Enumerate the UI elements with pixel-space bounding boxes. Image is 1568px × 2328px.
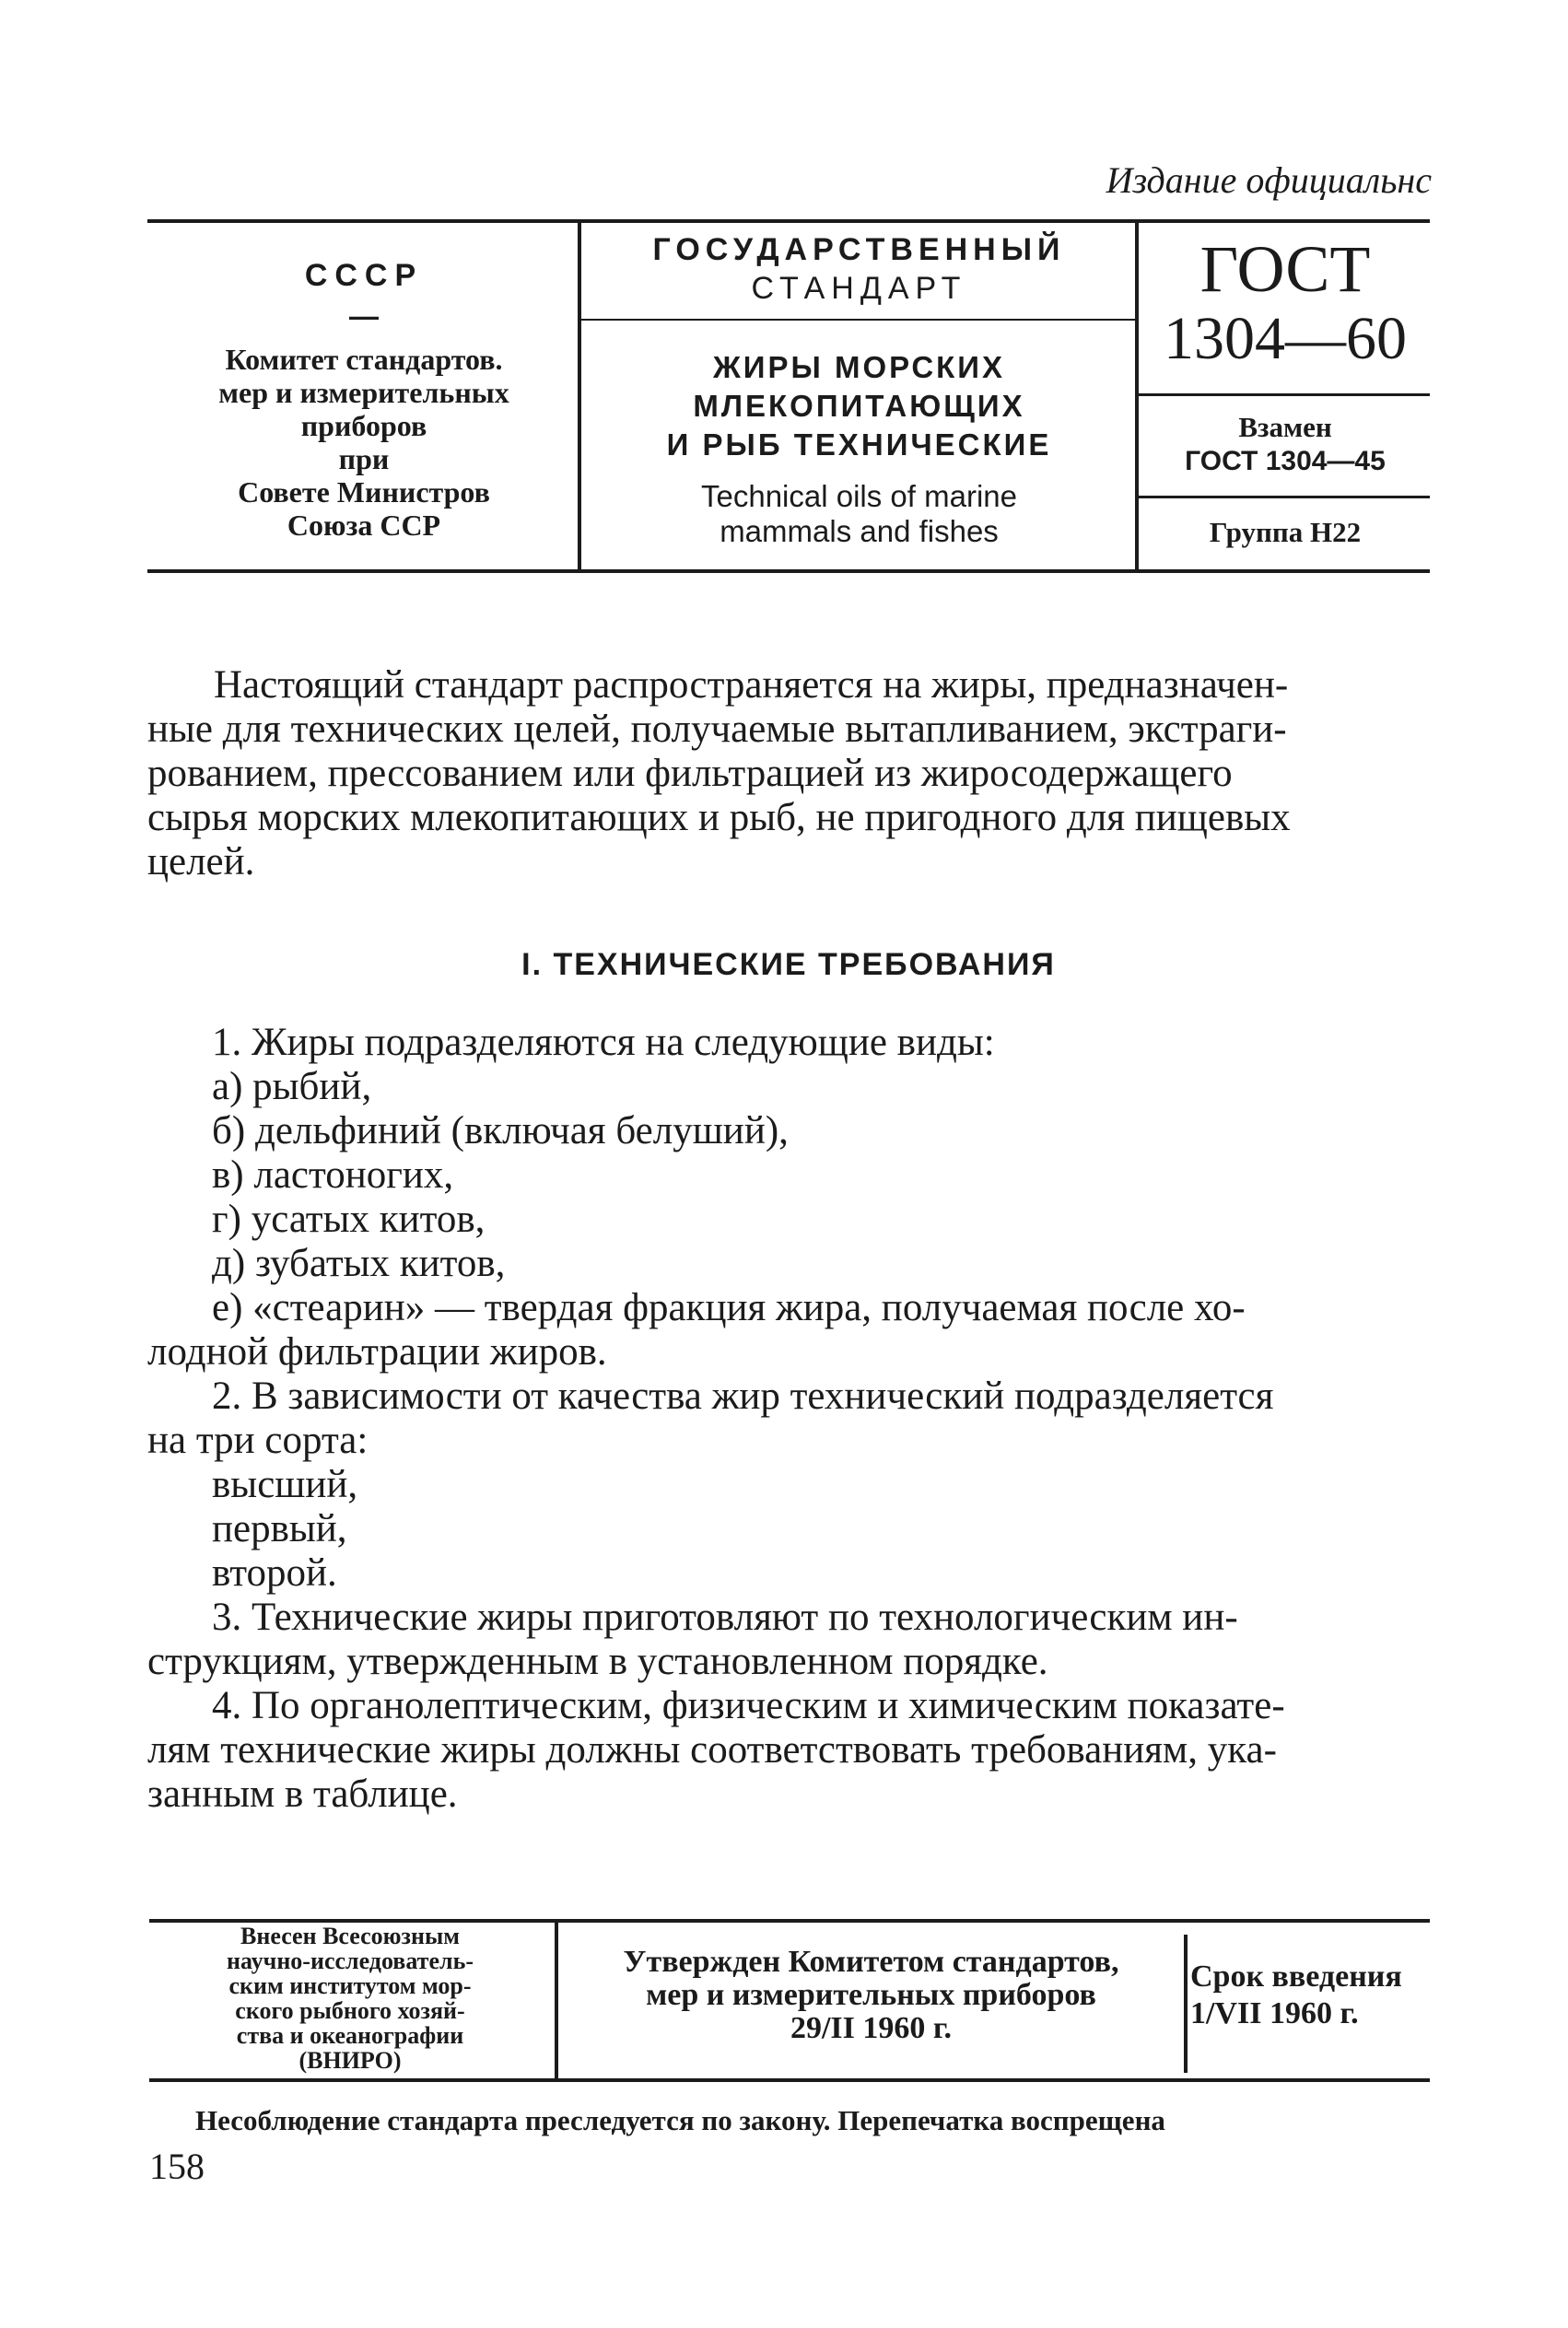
legal-notice: Несоблюдение стандарта преследуется по закону. Перепечатка воспрещена (195, 2104, 1165, 2136)
submitted-line: ского рыбного хозяй- (235, 1997, 465, 2024)
replaces-value: ГОСТ 1304—45 (1185, 446, 1386, 476)
org-dash: — (349, 299, 379, 333)
list-item: второй. (212, 1551, 337, 1595)
list-item: лям технические жиры должны соответствовать требованиям, ука- (147, 1728, 1277, 1772)
org-line: Совете Министров (238, 475, 490, 509)
list-item: г) усатых китов, (212, 1198, 486, 1241)
title-line: ЖИРЫ МОРСКИХ (712, 350, 1006, 384)
effective-line: Срок введения (1190, 1959, 1402, 1994)
approved-line: 29/II 1960 г. (790, 2011, 952, 2045)
list-item: 1. Жиры подразделяются на следующие виды: (212, 1021, 995, 1064)
intro-line: рованием, прессованием или фильтрацией из жиросодержащего (147, 752, 1233, 795)
replaces-label: Взамен (1238, 411, 1332, 443)
standard-type-line2: СТАНДАРТ (751, 271, 967, 306)
edition-note: Издание официальнс (1106, 159, 1432, 201)
intro-line: Настоящий стандарт распространяется на жиры, предназначен- (214, 663, 1289, 707)
list-item: б) дельфиний (включая белуший), (212, 1109, 789, 1152)
org-line: Союза ССР (287, 509, 441, 542)
footer-divider-2 (1184, 1935, 1188, 2073)
title-en-line: mammals and fishes (720, 514, 999, 548)
footer-bottom-rule (149, 2078, 1430, 2082)
list-item: а) рыбий, (212, 1065, 372, 1108)
list-item: первый, (212, 1507, 347, 1550)
standard-title-english (585, 479, 1133, 549)
header-mid-rule (581, 319, 1135, 321)
submitted-line: Внесен Всесоюзным (240, 1923, 460, 1949)
title-en-line: Technical oils of marine (701, 479, 1017, 513)
header-top-rule (147, 219, 1430, 223)
list-item: д) зубатых китов, (212, 1242, 506, 1285)
org-line: мер и измерительных (218, 376, 509, 409)
submitted-line: (ВНИРО) (298, 2047, 402, 2074)
org-line: приборов (300, 409, 427, 442)
org-block (147, 343, 580, 542)
group-code: Группа Н22 (1209, 516, 1362, 548)
footer-divider-1 (555, 1923, 558, 2078)
title-line: МЛЕКОПИТАЮЩИХ (693, 389, 1025, 423)
gost-rule-1 (1139, 393, 1430, 396)
list-item: 4. По органолептическим, физическим и химическим показате- (212, 1684, 1285, 1727)
approved-by (560, 1946, 1182, 2045)
approved-line: мер и измерительных приборов (646, 1978, 1096, 2012)
approved-line: Утвержден Комитетом стандартов, (623, 1945, 1119, 1979)
submitted-line: научно-исследователь- (227, 1948, 474, 1974)
effective-line: 1/VII 1960 г. (1190, 1996, 1359, 2030)
standard-title (585, 348, 1133, 464)
list-item: в) ластоногих, (212, 1153, 454, 1197)
gost-rule-2 (1139, 496, 1430, 498)
submitted-line: ским институтом мор- (228, 1972, 472, 1999)
list-item: высший, (212, 1463, 358, 1506)
org-line: при (338, 442, 390, 475)
gost-label: ГОСТ (1199, 232, 1371, 306)
intro-line: сырья морских млекопитающих и рыб, не пригодного для пищевых (147, 796, 1291, 839)
submitted-by (149, 1924, 551, 2073)
page-number: 158 (149, 2146, 205, 2187)
gost-number: 1304—60 (1164, 305, 1407, 372)
effective-date (1190, 1959, 1430, 2032)
standard-type-line1: ГОСУДАРСТВЕННЫЙ (652, 232, 1066, 267)
list-item: занным в таблице. (147, 1772, 458, 1816)
section-title: I. ТЕХНИЧЕСКИЕ ТРЕБОВАНИЯ (521, 947, 1056, 982)
header-bottom-rule (147, 569, 1430, 573)
list-item: лодной фильтрации жиров. (147, 1330, 607, 1374)
intro-line: ные для технических целей, получаемые вытапливанием, экстраги- (147, 708, 1287, 751)
intro-line: целей. (147, 840, 255, 883)
list-item: струкциям, утвержденным в установленном порядке. (147, 1640, 1048, 1683)
org-line: Комитет стандартов. (225, 343, 503, 376)
list-item: 2. В зависимости от качества жир технический подразделяется (212, 1375, 1274, 1418)
list-item: 3. Технические жиры приготовляют по технологическим ин- (212, 1596, 1238, 1639)
list-item: на три сорта: (147, 1419, 369, 1462)
submitted-line: ства и океанографии (236, 2022, 464, 2049)
list-item: е) «стеарин» — твердая фракция жира, получаемая после хо- (212, 1286, 1246, 1329)
org-country: СССР (304, 258, 424, 293)
title-line: И РЫБ ТЕХНИЧЕСКИЕ (666, 427, 1052, 462)
